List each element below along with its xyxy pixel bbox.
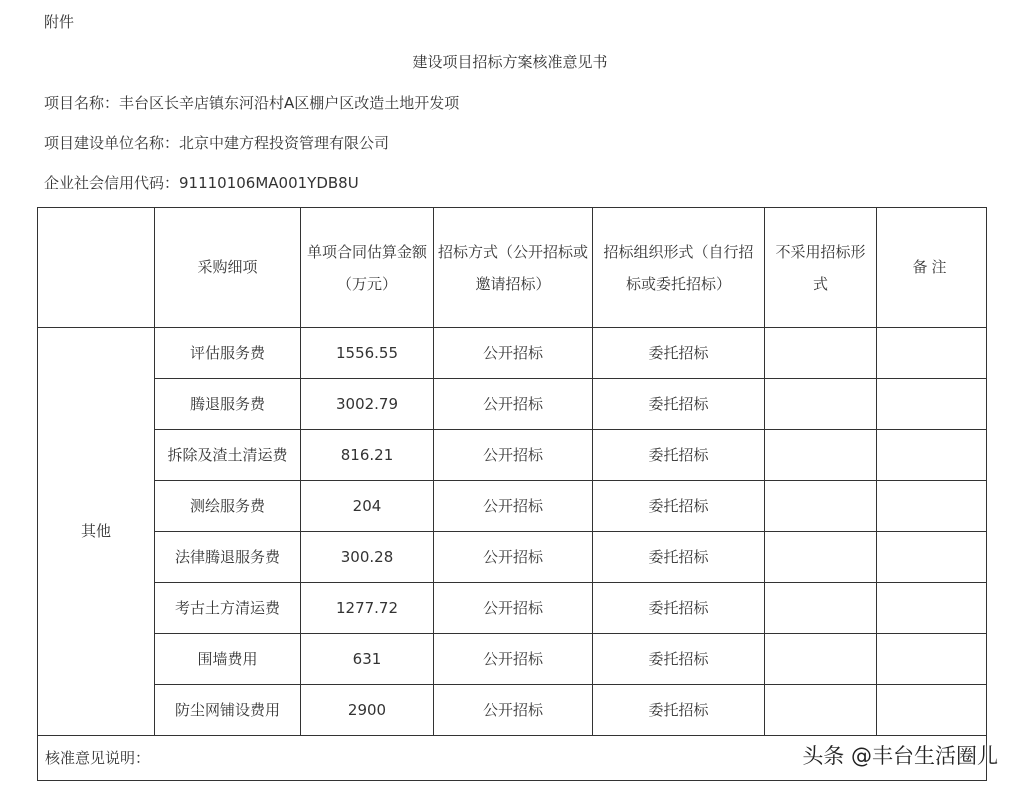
table-row [38,685,987,736]
bidding-org-form-cell: 委托招标 [593,430,765,481]
table-row [38,379,987,430]
header-bidding-method: 招标方式（公开招标或邀请招标） [434,208,593,328]
not-adopt-cell [765,634,877,685]
not-adopt-cell [765,328,877,379]
table-row [38,532,987,583]
bidding-org-form-cell: 委托招标 [593,583,765,634]
not-adopt-cell [765,379,877,430]
table-row [38,634,987,685]
header-category [38,208,155,328]
purchase-item-cell: 防尘网铺设费用 [155,685,301,736]
estimated-amount-cell: 3002.79 [301,379,434,430]
purchase-item-cell: 法律腾退服务费 [155,532,301,583]
not-adopt-cell [765,583,877,634]
table-row [38,481,987,532]
remark-cell [877,583,987,634]
bidding-org-form-cell: 委托招标 [593,328,765,379]
approval-opinion-label: 核准意见说明： [38,736,987,781]
header-purchase-item: 采购细项 [155,208,301,328]
bidding-org-form-cell: 委托招标 [593,532,765,583]
estimated-amount-cell: 1277.72 [301,583,434,634]
remark-cell [877,481,987,532]
estimated-amount-cell: 204 [301,481,434,532]
not-adopt-cell [765,481,877,532]
tender-plan-table [37,207,987,781]
estimated-amount-cell: 1556.55 [301,328,434,379]
bidding-method-cell: 公开招标 [434,685,593,736]
purchase-item-cell: 评估服务费 [155,328,301,379]
estimated-amount-cell: 300.28 [301,532,434,583]
not-adopt-cell [765,430,877,481]
bidding-method-cell: 公开招标 [434,634,593,685]
bidding-method-cell: 公开招标 [434,583,593,634]
table-header-row [38,208,987,328]
not-adopt-cell [765,685,877,736]
header-remark: 备注 [877,208,987,328]
estimated-amount-cell: 2900 [301,685,434,736]
header-bidding-org-form: 招标组织形式（自行招标或委托招标） [593,208,765,328]
bidding-method-cell: 公开招标 [434,481,593,532]
bidding-org-form-cell: 委托招标 [593,634,765,685]
remark-cell [877,379,987,430]
remark-cell [877,685,987,736]
attachment-label: 附件 [44,13,75,31]
category-cell: 其他 [38,328,155,736]
bidding-org-form-cell: 委托招标 [593,379,765,430]
bidding-org-form-cell: 委托招标 [593,481,765,532]
bidding-method-cell: 公开招标 [434,430,593,481]
remark-cell [877,532,987,583]
header-not-adopt-bidding: 不采用招标形式 [765,208,877,328]
bidding-org-form-cell: 委托招标 [593,685,765,736]
purchase-item-cell: 围墙费用 [155,634,301,685]
estimated-amount-cell: 631 [301,634,434,685]
table-row [38,583,987,634]
credit-code: 企业社会信用代码：91110106MA001YDB8U [44,174,359,192]
watermark: 头条 @丰台生活圈儿 [802,744,998,768]
bidding-method-cell: 公开招标 [434,379,593,430]
not-adopt-cell [765,532,877,583]
bidding-method-cell: 公开招标 [434,328,593,379]
remark-cell [877,328,987,379]
bidding-method-cell: 公开招标 [434,532,593,583]
purchase-item-cell: 考古土方清运费 [155,583,301,634]
purchase-item-cell: 拆除及渣土清运费 [155,430,301,481]
purchase-item-cell: 腾退服务费 [155,379,301,430]
construction-unit-name: 项目建设单位名称：北京中建方程投资管理有限公司 [44,134,390,152]
remark-cell [877,634,987,685]
remark-cell [877,430,987,481]
table-row [38,430,987,481]
purchase-item-cell: 测绘服务费 [155,481,301,532]
header-estimated-amount: 单项合同估算金额（万元） [301,208,434,328]
document-title: 建设项目招标方案核准意见书 [412,53,608,71]
project-name: 项目名称：丰台区长辛店镇东河沿村A区棚户区改造土地开发项 [44,94,460,112]
estimated-amount-cell: 816.21 [301,430,434,481]
table-row [38,328,987,379]
